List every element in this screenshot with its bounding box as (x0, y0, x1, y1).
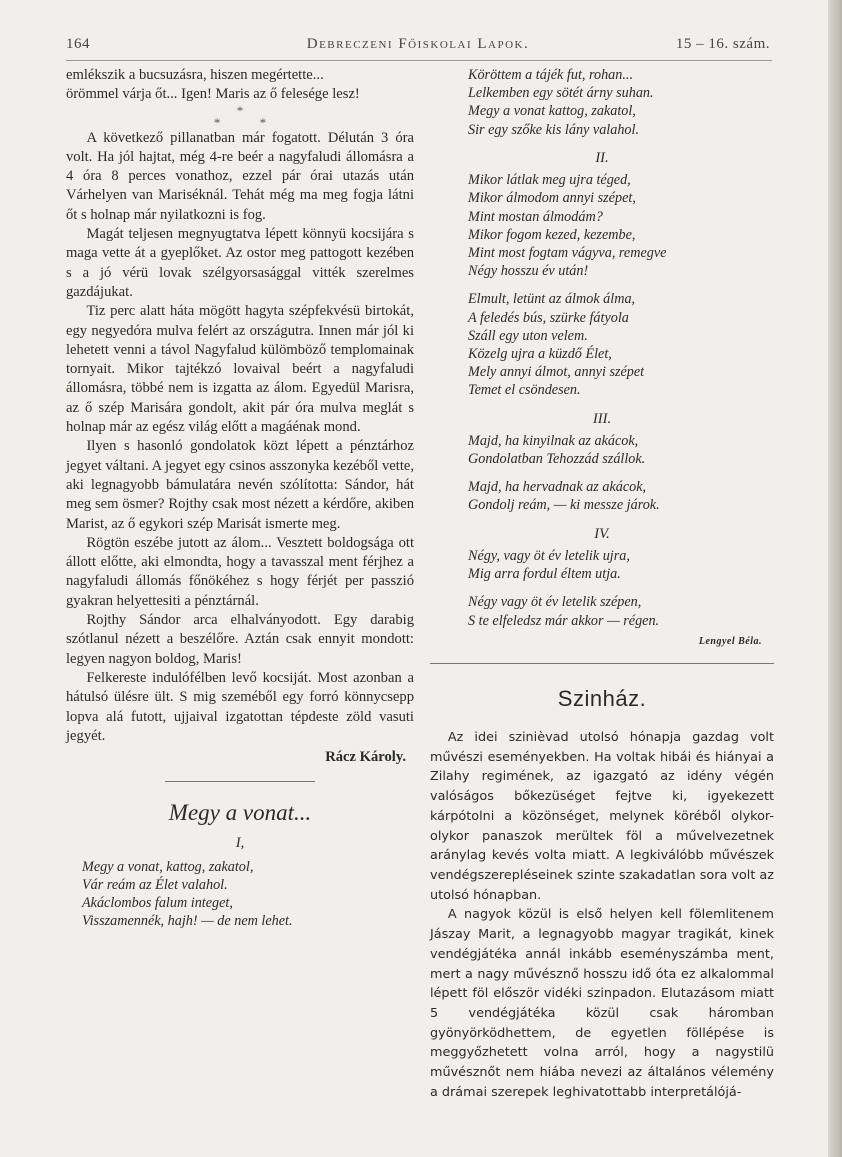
poem-author: Lengyel Béla. (698, 635, 762, 647)
poem-line: Négy vagy öt év letelik szépen, (468, 594, 642, 611)
story-paragraph: Felkereste indulófélben levő kocsiját. Most azonban a hátulsó ülésre ült. S mig szeméből egy forró könnycsepp lopva alá futott, ujjaival izgatottan tépdeste zöld vasuti jegyét. (66, 669, 414, 744)
poem-line: Mikor látlak meg ujra téged, (468, 172, 631, 189)
poem-line: Négy hosszu év után! (468, 263, 589, 280)
poem-line: Négy, vagy öt év letelik ujra, (468, 547, 630, 564)
story-paragraph: Rögtön eszébe jutott az álom... Vesztett boldogsága ott állott előtte, aki elmondta, hogy a tavasszal ment férjhez a nagyfaludi állomás főnökéhez s hogy férjét per passzió gyakran helyettesiti a pénztárnál. (66, 534, 414, 609)
poem-line: Mig arra fordul éltem utja. (468, 566, 621, 583)
poem-line: Mint mostan álmodám? (468, 208, 603, 225)
theatre-paragraph: A nagyok közül is első helyen kell fölemlitenem Jászay Marit, a legnagyobb magyar tragikát, kinek vendégjátéka annál inkább eseményszámba ment, mert a nagy művésznő hosszu idő óta ez alkalommal lépett föl először vidéki szinpadon. Elutazásom miatt 5 vendégjátéka közül csak háromban gyönyörködhettem, de egyetlen föllépése is meggyőzhetett volna arról, hogy a nagystilü művésznőt nem hiába nevezi az általános vélemény a drámai szerepek leghivatottabb interpretálójá- (430, 907, 774, 1100)
poem-line: Megy a vonat kattog, zakatol, (468, 103, 636, 120)
story-paragraph: Magát teljesen megnyugtatva lépett könnyü kocsijára s maga vette át a gyeplőket. Az ostor meg pattogott kezében s a jó vérü lovak szélgyorsasággal vitték szerelmes gazdájukat. (66, 226, 414, 300)
poem-line: Majd, ha hervadnak az akácok, (468, 479, 647, 496)
story-paragraph: A következő pillanatban már fogatott. Délután 3 óra volt. Ha jól hajtat, még 4-re beér a nagyfaludi állomásra a 4 óra 8 perces vonathoz, ezzel pár órai utazás után Várhelyen van Mariséknál. Tehát még ma meg fogja látni őt s holnap már nyilatkozni is fog. (66, 129, 414, 223)
story-paragraph: Rojthy Sándor arca elhalványodott. Egy darabig szótlanul nézett a beszélőre. Aztán csak ennyit mondott: legyen nagyon boldog, Maris! (66, 612, 414, 667)
story-paragraph: Ilyen s hasonló gondolatok közt lépett a pénztárhoz jegyet váltani. A jegyet egy csinos asszonyka kezéből vette, aki legnagyobb bámulatára nevén szólította: Sándor, hát meg sem ösmer? Rojthy csak most nézett a kérdőre, akiben Marist, az ő egykori szép Marisát ismerte meg. (66, 438, 414, 532)
issue-number: 15 – 16. szám. (675, 36, 770, 52)
poem-line: Gondolatban Tehozzád szállok. (468, 451, 646, 468)
separator-rule (165, 781, 315, 782)
theatre-paragraph: Az idei szinièvad utolsó hónapja gazdag volt művészi eseményekben. Ha voltak hibái és hiányai a Zilahy regimének, az igazgató az idény végén valóságos bőkezüséget fejtve ki, igyekezett kárpótolni a közönséget, melynek köréből olykor-olykor panaszok merültek föl a művelvezetnek aránylag kevés volta miatt. A legkiválóbb művészek vendégszerepléseinek szinte szakadatlan sora volt az utolsó hónapban. (430, 730, 774, 903)
poem-stanza (430, 593, 774, 629)
poem-line: Száll egy uton velem. (468, 327, 588, 344)
poem-stanza (430, 478, 774, 514)
poem-line: Mikor álmodom annyi szépet, (468, 190, 636, 207)
poem-stanza (430, 290, 774, 399)
page-header (66, 36, 770, 58)
poem-line: Gondolj reám, — ki messze járok. (468, 497, 660, 514)
poem-line: Közelg ujra a küzdő Élet, (468, 345, 612, 362)
poem-line: Temet el csöndesen. (468, 382, 581, 399)
poem-line: Mint most fogtam vágyva, remegve (468, 244, 667, 261)
poem-part-numeral: I, (235, 835, 245, 852)
poem-part-numeral: II. (595, 149, 609, 166)
poem-stanza (430, 171, 774, 280)
poem-stanza (430, 432, 774, 468)
poem-line: Visszamennék, hajh! — de nem lehet. (82, 913, 293, 930)
star: * (259, 114, 267, 130)
page-number: 164 (66, 36, 90, 52)
poem-line: Vár reám az Élet valahol. (82, 876, 228, 893)
poem-part-numeral: III. (592, 410, 612, 427)
story-paragraph: Tiz perc alatt háta mögött hagyta szépfekvésü birtokát, egy negyedóra mulva felért az országutra. Innen már jól ki lehetett venni a távol Nagyfalud külömböző templomainak tornyait. Mikor tajtékzó lovaival beért a nagyfaludi állomásra, többé nem is izgatta az álom. Egyedül Marisra, az ő szép Marisára gondolt, akit pár óra mulva meglát s holnap már az egész világ előtt a magáénak mond. (66, 303, 414, 436)
poem-line: Lelkemben egy sötét árny suhan. (468, 85, 654, 102)
journal-title: Debreczeni Főiskolai Lapok. (306, 36, 530, 52)
poem-line: Köröttem a tájék fut, rohan... (468, 67, 633, 83)
page-edge (828, 0, 842, 1157)
poem-stanza (430, 547, 774, 583)
poem-line: Akáclombos falum integet, (82, 895, 233, 912)
poem-part-numeral: IV. (594, 525, 610, 542)
star: * (236, 102, 244, 118)
poem-stanza (430, 66, 774, 139)
right-column (430, 66, 774, 1102)
star: * (213, 114, 221, 130)
intro-line-2: örömmel várja őt... Igen! Maris az ő felesége lesz! (66, 86, 360, 103)
poem-line: Mikor fogom kezed, kezembe, (468, 226, 636, 243)
section-stars (66, 102, 414, 130)
poem-line: Mely annyi álmot, annyi szépet (468, 364, 645, 381)
intro-line-1: emlékszik a bucsuzásra, hiszen megértette... (66, 67, 324, 83)
poem-line: S te elfeledsz már akkor — régen. (468, 612, 660, 629)
poem-line: Megy a vonat, kattog, zakatol, (82, 858, 254, 875)
poem-line: Elmult, letünt az álmok álma, (468, 291, 636, 308)
poem-line: A feledés bús, szürke fátyola (468, 309, 629, 326)
header-rule (66, 60, 772, 61)
left-column (66, 66, 414, 931)
section-title: Szinház. (557, 686, 647, 712)
poem-title: Megy a vonat... (168, 800, 312, 826)
section-rule (430, 663, 774, 664)
poem-line: Majd, ha kinyilnak az akácok, (468, 432, 639, 449)
poem-stanza (66, 858, 414, 931)
story-signature: Rácz Károly. (325, 749, 406, 766)
poem-line: Sir egy szőke kis lány valahol. (468, 121, 639, 138)
